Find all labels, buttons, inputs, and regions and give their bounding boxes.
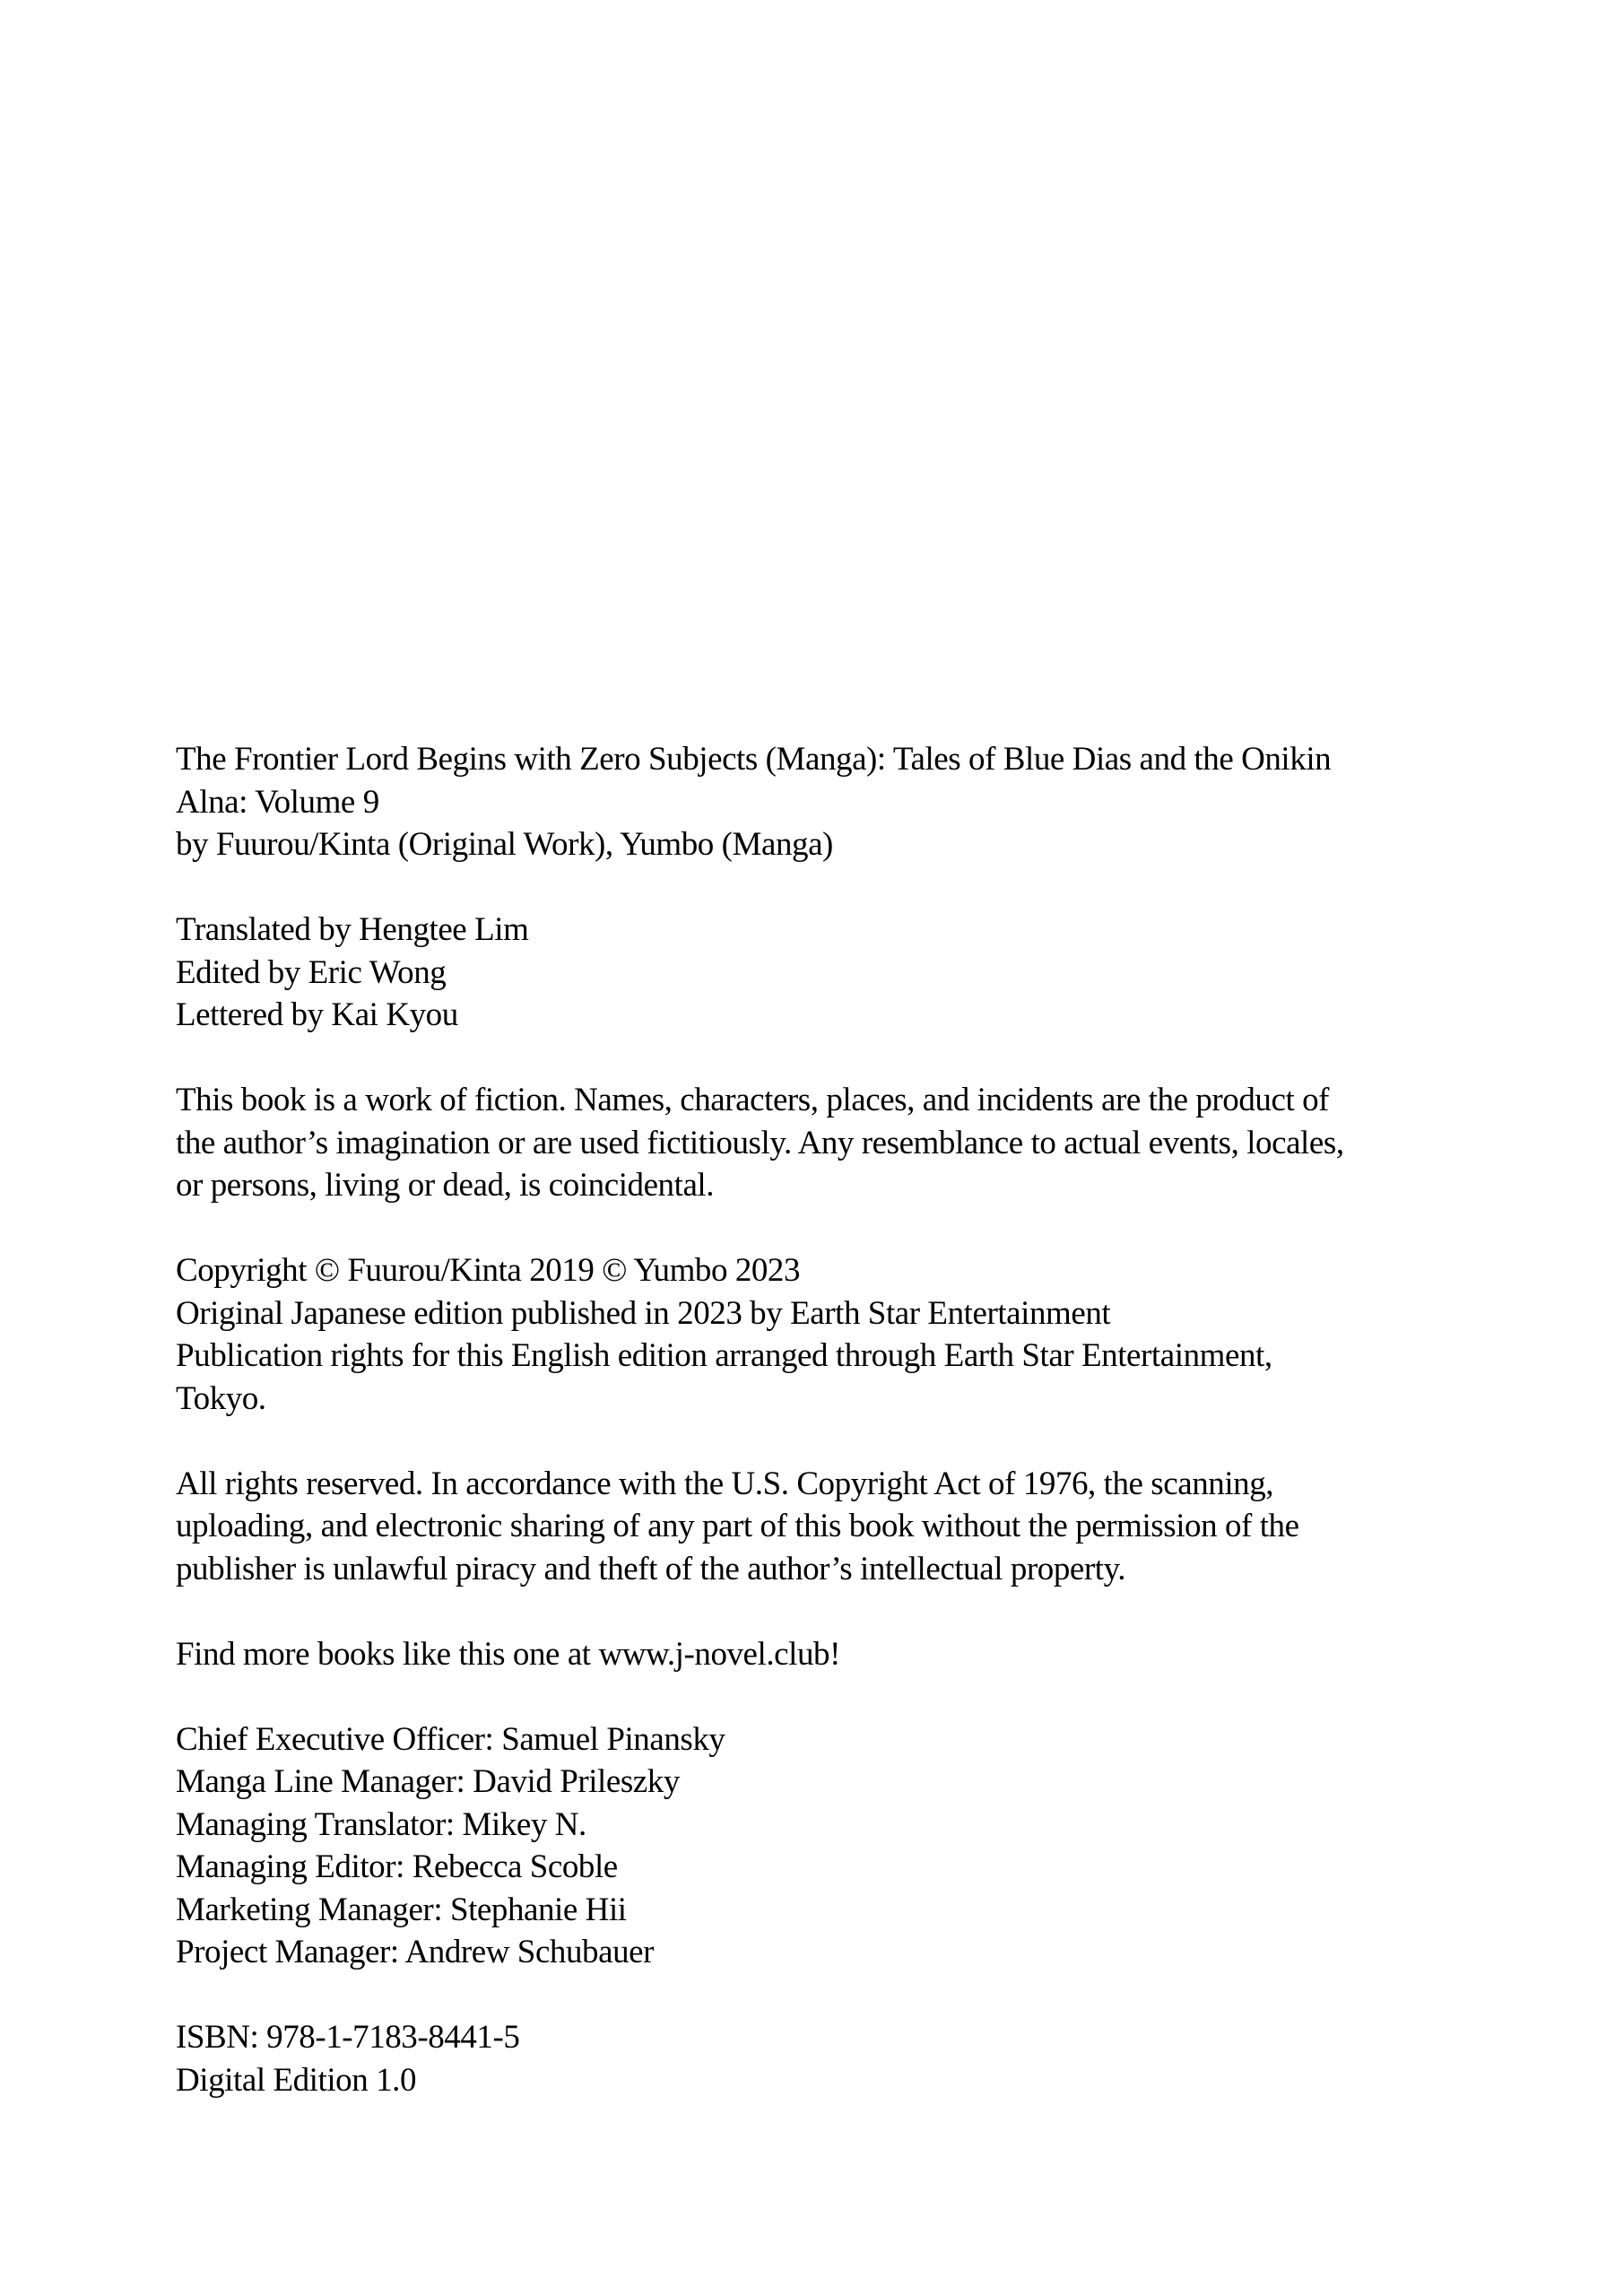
staff-manga-line-manager: Manga Line Manager: David Prileszky bbox=[176, 1763, 680, 1800]
staff-ceo: Chief Executive Officer: Samuel Pinansky bbox=[176, 1720, 725, 1758]
copyright-line-1: Copyright © Fuurou/Kinta 2019 © Yumbo 2023 bbox=[176, 1252, 801, 1289]
editor-credit: Edited by Eric Wong bbox=[176, 953, 447, 991]
disclaimer-line-1: This book is a work of fiction. Names, characters, places, and incidents are the product of bbox=[176, 1082, 1330, 1118]
disclaimer-line-3: or persons, living or dead, is coincidental. bbox=[176, 1167, 715, 1204]
translator-credit: Translated by Hengtee Lim bbox=[176, 911, 529, 948]
isbn-line: ISBN: 978-1-7183-8441-5 bbox=[176, 2019, 520, 2056]
find-more-line: Find more books like this one at www.j-novel.club! bbox=[176, 1635, 840, 1673]
find-more-paragraph bbox=[176, 1633, 1485, 1676]
staff-marketing-manager: Marketing Manager: Stephanie Hii bbox=[176, 1891, 627, 1928]
copyright-line-3: Publication rights for this English edition arranged through Earth Star Entertainment, bbox=[176, 1337, 1272, 1374]
book-title-line-1: The Frontier Lord Begins with Zero Subjects (Manga): Tales of Blue Dias and the Onikin bbox=[176, 741, 1332, 778]
disclaimer-line-2: the author’s imagination or are used fictitiously. Any resemblance to actual events, locales, bbox=[176, 1124, 1344, 1161]
copyright-paragraph bbox=[176, 1249, 1485, 1420]
credits-paragraph bbox=[176, 909, 1485, 1037]
rights-line-2: uploading, and electronic sharing of any part of this book without the permission of the bbox=[176, 1508, 1299, 1544]
copyright-line-4: Tokyo. bbox=[176, 1379, 266, 1417]
copyright-line-2: Original Japanese edition published in 2023 by Earth Star Entertainment bbox=[176, 1294, 1111, 1332]
staff-managing-editor: Managing Editor: Rebecca Scoble bbox=[176, 1848, 618, 1885]
book-title-line-2: Alna: Volume 9 bbox=[176, 783, 379, 821]
digital-edition-line: Digital Edition 1.0 bbox=[176, 2061, 417, 2099]
rights-reserved-paragraph bbox=[176, 1463, 1485, 1591]
fiction-disclaimer-paragraph bbox=[176, 1079, 1485, 1207]
letterer-credit: Lettered by Kai Kyou bbox=[176, 996, 458, 1033]
staff-project-manager: Project Manager: Andrew Schubauer bbox=[176, 1934, 654, 1970]
rights-line-3: publisher is unlawful piracy and theft of the author’s intellectual property. bbox=[176, 1550, 1126, 1587]
book-title-paragraph bbox=[176, 738, 1485, 866]
staff-managing-translator: Managing Translator: Mikey N. bbox=[176, 1805, 586, 1843]
book-byline: by Fuurou/Kinta (Original Work), Yumbo (Manga) bbox=[176, 826, 833, 863]
edition-paragraph bbox=[176, 2016, 1485, 2101]
staff-list-paragraph bbox=[176, 1718, 1485, 1974]
colophon-text-column bbox=[176, 738, 1485, 2101]
rights-line-1: All rights reserved. In accordance with the U.S. Copyright Act of 1976, the scanning, bbox=[176, 1465, 1274, 1502]
